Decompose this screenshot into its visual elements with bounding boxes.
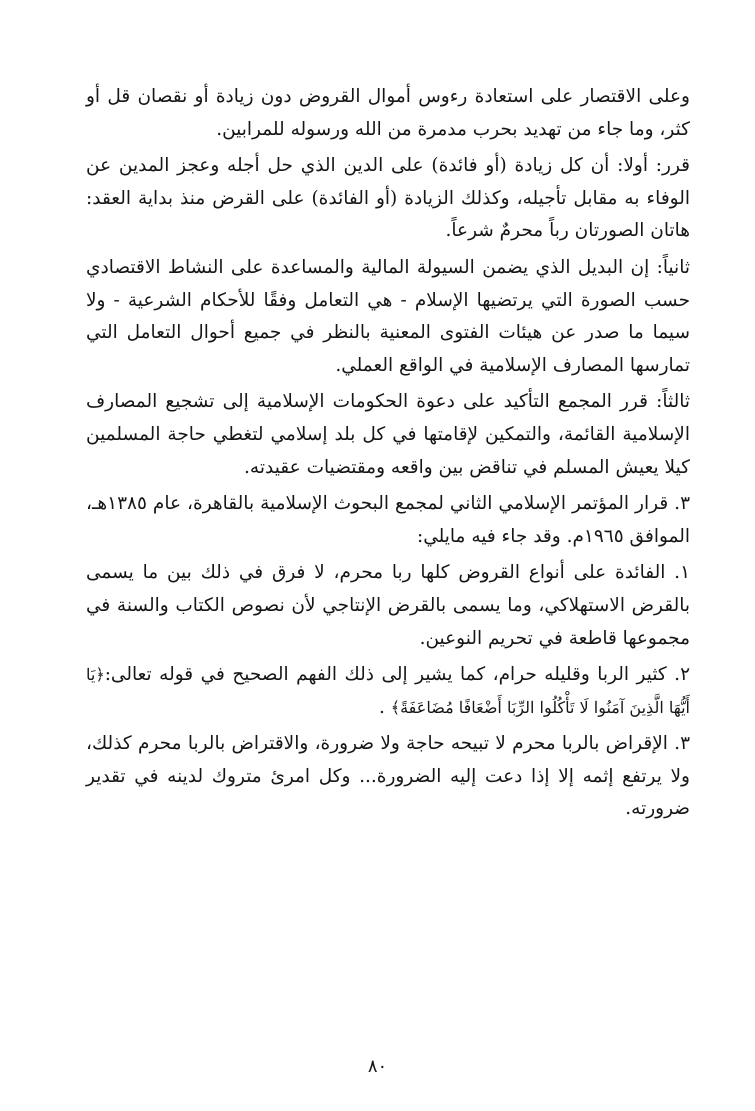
paragraph-item-1: ١. الفائدة على أنواع القروض كلها ربا محرم، لا فرق في ذلك بين ما يسمى بالقرض الاستهلاكي، وما يسمى بالقرض الإنتاجي لأن نصوص الكتاب والسنة في مجموعها قاطعة في تحريم النوعين. — [86, 562, 690, 649]
paragraph-decision-second: ثانياً: إن البديل الذي يضمن السيولة المالية والمساعدة على النشاط الاقتصادي حسب الصورة التي يرتضيها الإسلام - هي التعامل وفقًا للأحكام الشرعية - ولا سيما ما صدر عن هيئات الفتوى المعنية بالنظر في جميع أحوال التعامل التي تمارسها المصارف الإسلامية في الواقع العملي. — [86, 256, 690, 376]
page-number: ٨٠ — [367, 1056, 388, 1077]
paragraph-decision-first: قرر: أولا: أن كل زيادة (أو فائدة) على الدين الذي حل أجله وعجز المدين عن الوفاء به مقابل تأجيله، وكذلك الزيادة (أو الفائدة) على القرض منذ بداية العقد: هاتان الصورتان رباً محرمٌ شرعاً. — [86, 155, 690, 242]
item-2-end: . — [378, 696, 391, 718]
body-text — [86, 81, 690, 826]
paragraph-item-2 — [86, 659, 690, 724]
paragraph-item-3: ٣. الإقراض بالربا محرم لا تبيحه حاجة ولا ضرورة، والاقتراض بالربا محرم كذلك، ولا يرتفع إثمه إلا إذا دعت إليه الضرورة... وكل امرئ متروك لدينه في تقدير ضرورته. — [86, 733, 690, 820]
paragraph-riba-capital: وعلى الاقتصار على استعادة رءوس أموال القروض دون زيادة أو نقصان قل أو كثر، وما جاء من تهديد بحرب مدمرة من الله ورسوله للمرابين. — [86, 86, 690, 140]
paragraph-decision-third: ثالثاً: قرر المجمع التأكيد على دعوة الحكومات الإسلامية إلى تشجيع المصارف الإسلامية القائمة، والتمكين لإقامتها في كل بلد إسلامي لتغطي حاجة المسلمين كيلا يعيش المسلم في تناقض بين واقعه ومقتضيات عقيدته. — [86, 391, 690, 478]
item-2-text: ٢. كثير الربا وقليله حرام، كما يشير إلى ذلك الفهم الصحيح في قوله تعالى: — [104, 664, 690, 686]
quran-verse: ﴿يَا أَيُّهَا الَّذِينَ آمَنُوا لَا تَأْكُلُوا الرِّبَا أَضْعَافًا مُضَاعَفَةً﴾ — [86, 665, 690, 717]
paragraph-cairo-conference: ٣. قرار المؤتمر الإسلامي الثاني لمجمع البحوث الإسلامية بالقاهرة، عام ١٣٨٥هـ، الموافق ١٩٦٥م. وقد جاء فيه مايلي: — [86, 493, 690, 547]
